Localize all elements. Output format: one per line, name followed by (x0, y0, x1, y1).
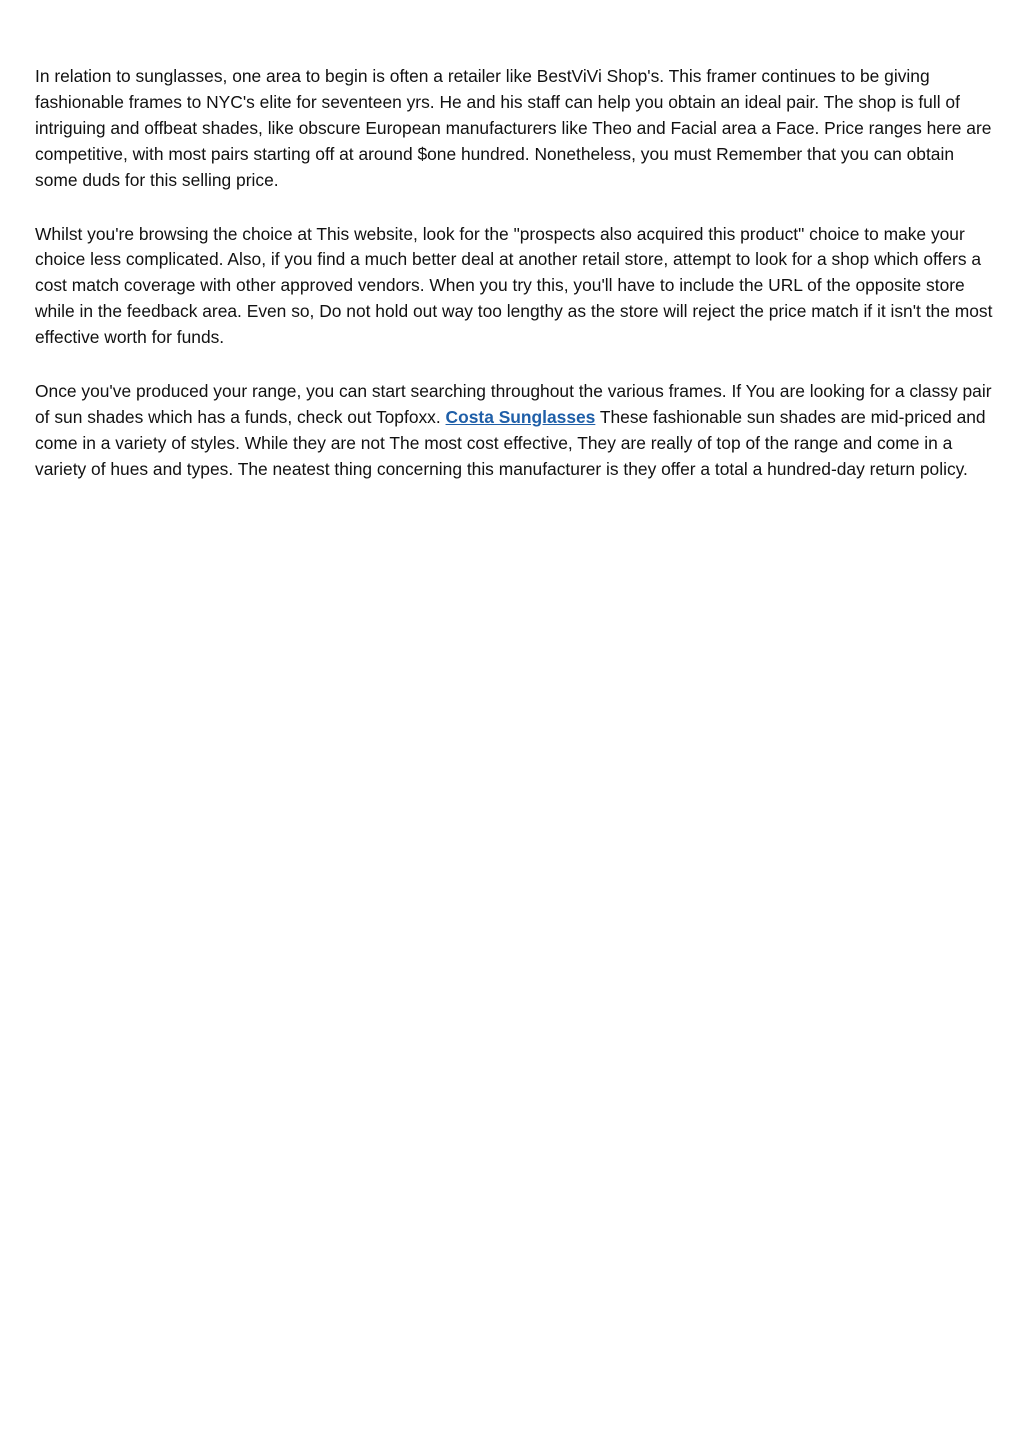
paragraph-3-text-after: These fashionable sun shades are mid-priced and come in a variety of styles. While they are not The most cost effective, They are really of top of the range and come in a variety of hues and types. The neatest thing concerning this manufacturer is they offer a total a hundred-day return policy. (35, 406, 986, 479)
costa-sunglasses-link[interactable]: Costa Sunglasses (445, 406, 596, 427)
paragraph-3-text-before: Once you've produced your range, you can start searching throughout the various frames. If You are looking for a classy pair of sun shades which has a funds, check out Topfoxx. (35, 381, 992, 427)
paragraph-2: Whilst you're browsing the choice at This website, look for the "prospects also acquired this product" choice to make your choice less complicated. Also, if you find a much better deal at another retail store, attempt to look for a shop which offers a cost match coverage with other approved vendors. When you try this, you'll have to include the URL of the opposite store while in the feedback area. Even so, Do not hold out way too lengthy as the store will reject the price match if it isn't the most effective worth for funds. (35, 223, 993, 348)
paragraph-3 (35, 379, 995, 483)
paragraph-1: In relation to sunglasses, one area to begin is often a retailer like BestViVi Shop's. This framer continues to be giving fashionable frames to NYC's elite for seventeen yrs. He and his staff can help you obtain an ideal pair. The shop is full of intriguing and offbeat shades, like obscure European manufacturers like Theo and Facial area a Face. Price ranges here are competitive, with most pairs starting off at around $one hundred. Nonetheless, you must Remember that you can obtain some duds for this selling price. (35, 66, 992, 190)
article-body (35, 64, 995, 511)
